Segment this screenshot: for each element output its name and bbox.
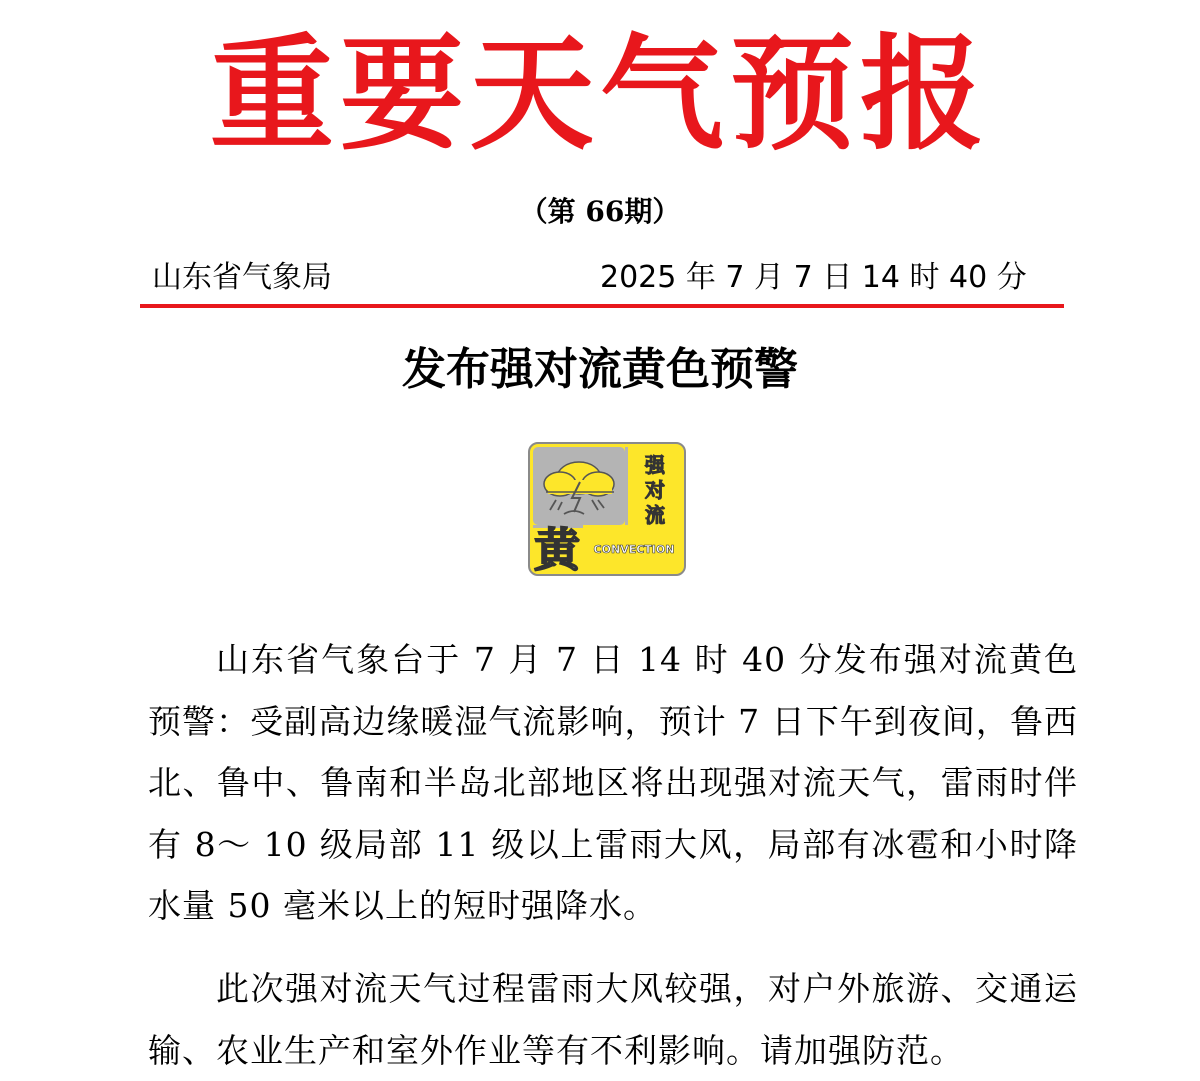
english-label: CONVECTION <box>593 543 675 556</box>
issue-number: （第 66期） <box>519 195 681 228</box>
convection-yellow-warning-icon <box>528 442 686 576</box>
headline: 发布强对流黄色预警 <box>402 344 798 395</box>
category-char-2: 对 <box>645 478 665 502</box>
red-divider <box>140 304 1064 308</box>
warning-level-char: 黄 <box>534 523 580 576</box>
body-paragraph-1: 山东省气象台于 7 月 7 日 14 时 40 分发布强对流黄色预警：受副高边缘暖湿气流影响，预计 7 日下午到夜间，鲁西北、鲁中、鲁南和半岛北部地区将出现强对流天气，雷雨时伴有 8～ 10 级局部 11 级以上雷雨大风，局部有冰雹和小时降水量 50 毫米以上的短时强降水。 <box>148 640 1078 925</box>
category-char-3: 流 <box>645 503 665 527</box>
issuer: 山东省气象局 <box>152 260 332 295</box>
body-paragraph-2: 此次强对流天气过程雷雨大风较强，对户外旅游、交通运输、农业生产和室外作业等有不利影响。请加强防范。 <box>148 969 1078 1070</box>
issue-time: 2025 年 7 月 7 日 14 时 40 分 <box>600 260 1027 295</box>
category-char-1: 强 <box>645 453 665 477</box>
masthead-title: 重要天气预报 <box>209 22 990 167</box>
